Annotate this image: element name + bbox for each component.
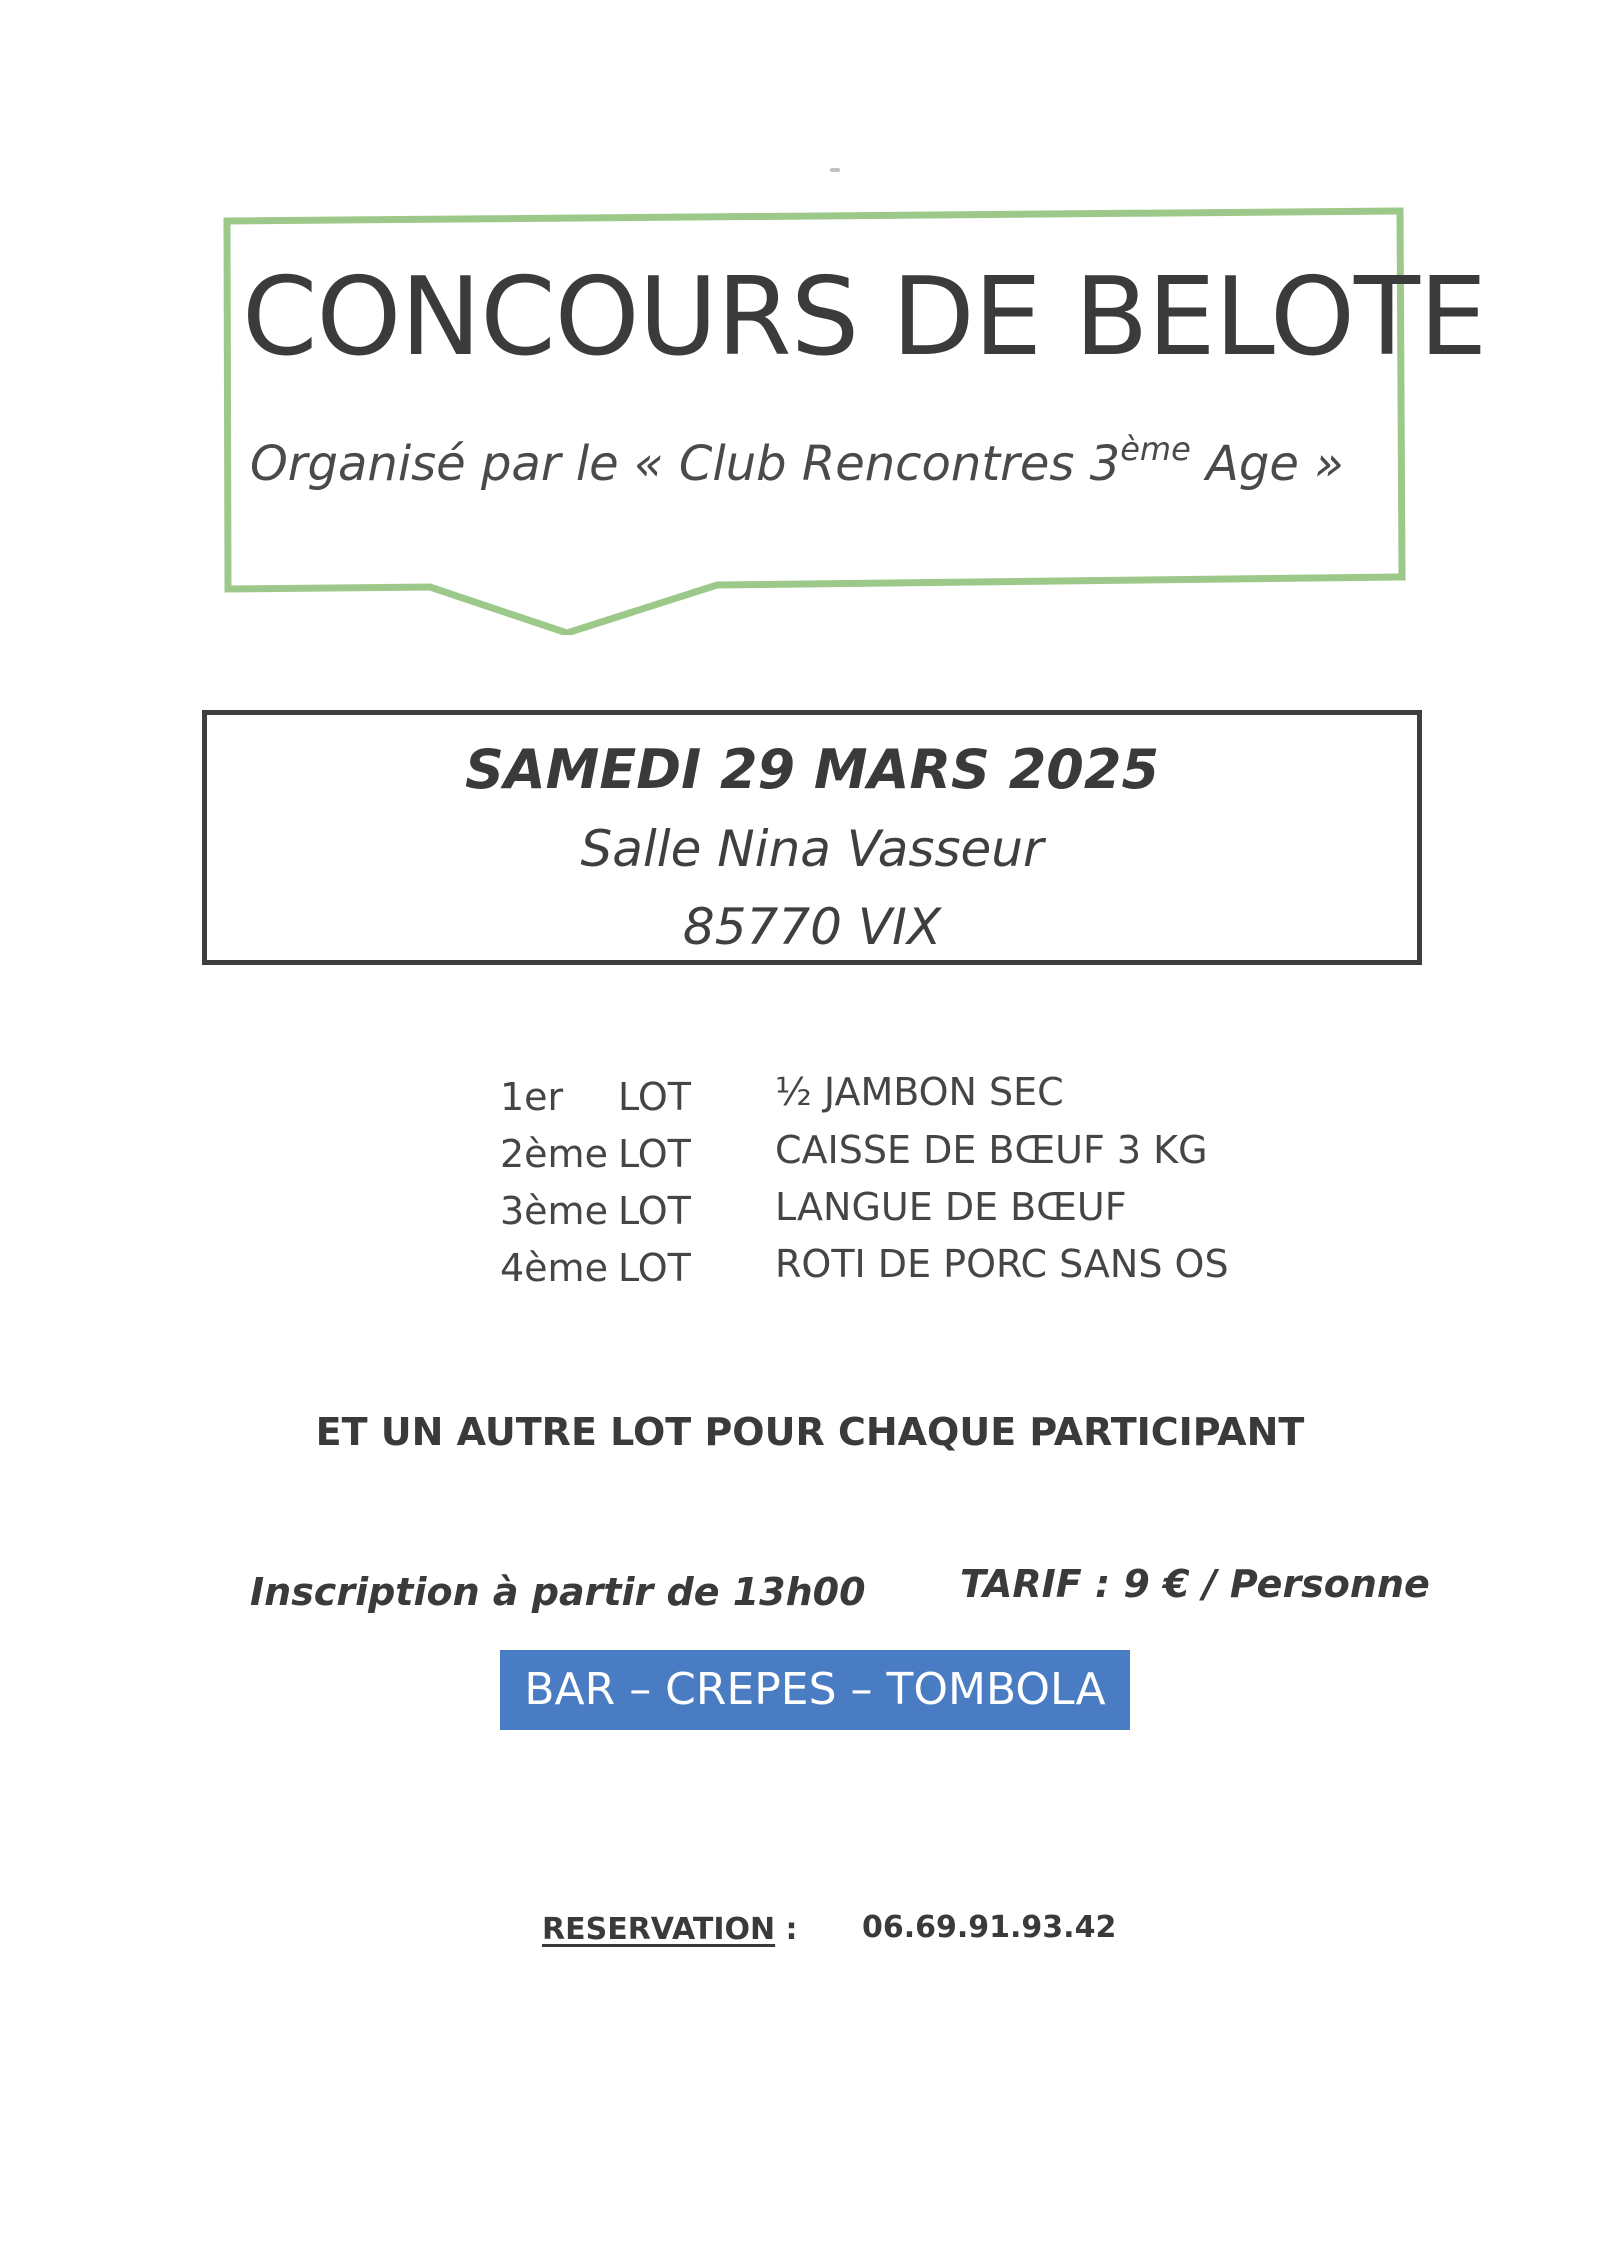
subtitle-suffix: Age » bbox=[1190, 436, 1344, 492]
prize-name: ½ JAMBON SEC bbox=[775, 1070, 1064, 1114]
prize-rank-number: 4ème bbox=[500, 1246, 608, 1290]
prize-name: CAISSE DE BŒUF 3 KG bbox=[775, 1128, 1208, 1172]
prize-rank-label: LOT bbox=[617, 1189, 691, 1233]
reservation-phone: 06.69.91.93.42 bbox=[862, 1910, 1117, 1945]
event-date: SAMEDI 29 MARS 2025 bbox=[464, 738, 1160, 801]
prize-rank bbox=[500, 1246, 720, 1290]
prize-rank-label: LOT bbox=[617, 1246, 691, 1290]
reservation-separator: : bbox=[775, 1912, 798, 1947]
reservation-label bbox=[542, 1912, 798, 1947]
prize-rank-label: LOT bbox=[617, 1132, 691, 1176]
prize-rank-number: 3ème bbox=[500, 1189, 608, 1233]
bar-crepes-tombola-banner: BAR – CREPES – TOMBOLA bbox=[500, 1650, 1130, 1730]
prize-rank bbox=[500, 1075, 720, 1119]
prize-rank-number: 2ème bbox=[500, 1132, 608, 1176]
prize-rank bbox=[500, 1189, 720, 1233]
registration-time: Inscription à partir de 13h00 bbox=[250, 1570, 866, 1614]
prize-name: ROTI DE PORC SANS OS bbox=[775, 1242, 1229, 1286]
prize-rank-label: LOT bbox=[618, 1075, 691, 1119]
price-info: TARIF : 9 € / Personne bbox=[960, 1562, 1430, 1606]
organizer-subtitle bbox=[250, 430, 1400, 492]
subtitle-prefix: Organisé par le « Club Rencontres 3 bbox=[250, 436, 1121, 492]
page-title: CONCOURS DE BELOTE bbox=[242, 255, 1487, 380]
prize-name: LANGUE DE BŒUF bbox=[775, 1185, 1127, 1229]
event-venue: Salle Nina Vasseur bbox=[580, 820, 1044, 878]
prize-rank-number: 1er bbox=[500, 1075, 564, 1119]
reservation-label-text: RESERVATION bbox=[542, 1912, 776, 1947]
subtitle-superscript: ème bbox=[1120, 430, 1191, 468]
event-city: 85770 VIX bbox=[682, 898, 942, 956]
prize-rank bbox=[500, 1132, 720, 1176]
scan-speck bbox=[830, 168, 840, 172]
extra-prize-note: ET UN AUTRE LOT POUR CHAQUE PARTICIPANT bbox=[315, 1410, 1305, 1454]
